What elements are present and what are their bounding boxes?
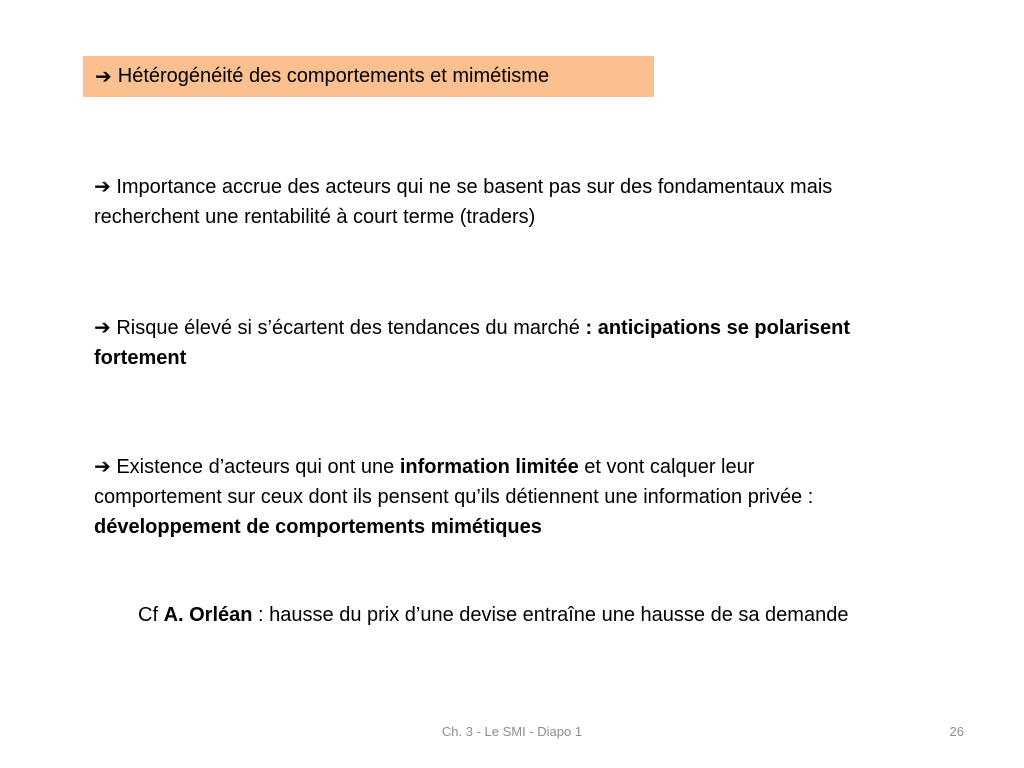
cf-text: : hausse du prix d’une devise entraîne une hausse de sa demande bbox=[252, 604, 849, 626]
cf-reference bbox=[138, 600, 871, 630]
arrow-right-icon: ➔ bbox=[95, 66, 112, 88]
arrow-right-icon: ➔ bbox=[94, 176, 111, 198]
paragraph-bold-text: information limitée bbox=[399, 456, 579, 478]
paragraph-bold-text: : anticipations se polarisent fortement bbox=[94, 317, 850, 369]
slide-title: Hétérogénéité des comportements et mimétisme bbox=[117, 65, 550, 87]
paragraph-importance bbox=[94, 172, 874, 232]
arrow-right-icon: ➔ bbox=[94, 456, 111, 478]
paragraph-text: Importance accrue des acteurs qui ne se basent pas sur des fondamentaux mais recherchent une rentabilité à court terme (traders) bbox=[94, 176, 833, 228]
paragraph-text: Risque élevé si s’écartent des tendances du marché bbox=[116, 317, 586, 339]
arrow-right-icon: ➔ bbox=[94, 317, 111, 339]
cf-prefix: Cf bbox=[138, 604, 164, 626]
paragraph-risque bbox=[94, 313, 874, 373]
cf-author: A. Orléan bbox=[163, 604, 253, 626]
paragraph-text: et vont calquer leur comportement sur ceux dont ils pensent qu’ils détiennent une information privée : bbox=[94, 456, 814, 508]
paragraph-text: Existence d’acteurs qui ont une bbox=[116, 456, 400, 478]
paragraph-existence bbox=[94, 452, 874, 542]
paragraph-bold-text: développement de comportements mimétiques bbox=[94, 516, 542, 538]
slide-title-box bbox=[83, 56, 654, 97]
footer-label: Ch. 3 - Le SMI - Diapo 1 bbox=[441, 724, 583, 739]
page-number: 26 bbox=[949, 724, 964, 739]
